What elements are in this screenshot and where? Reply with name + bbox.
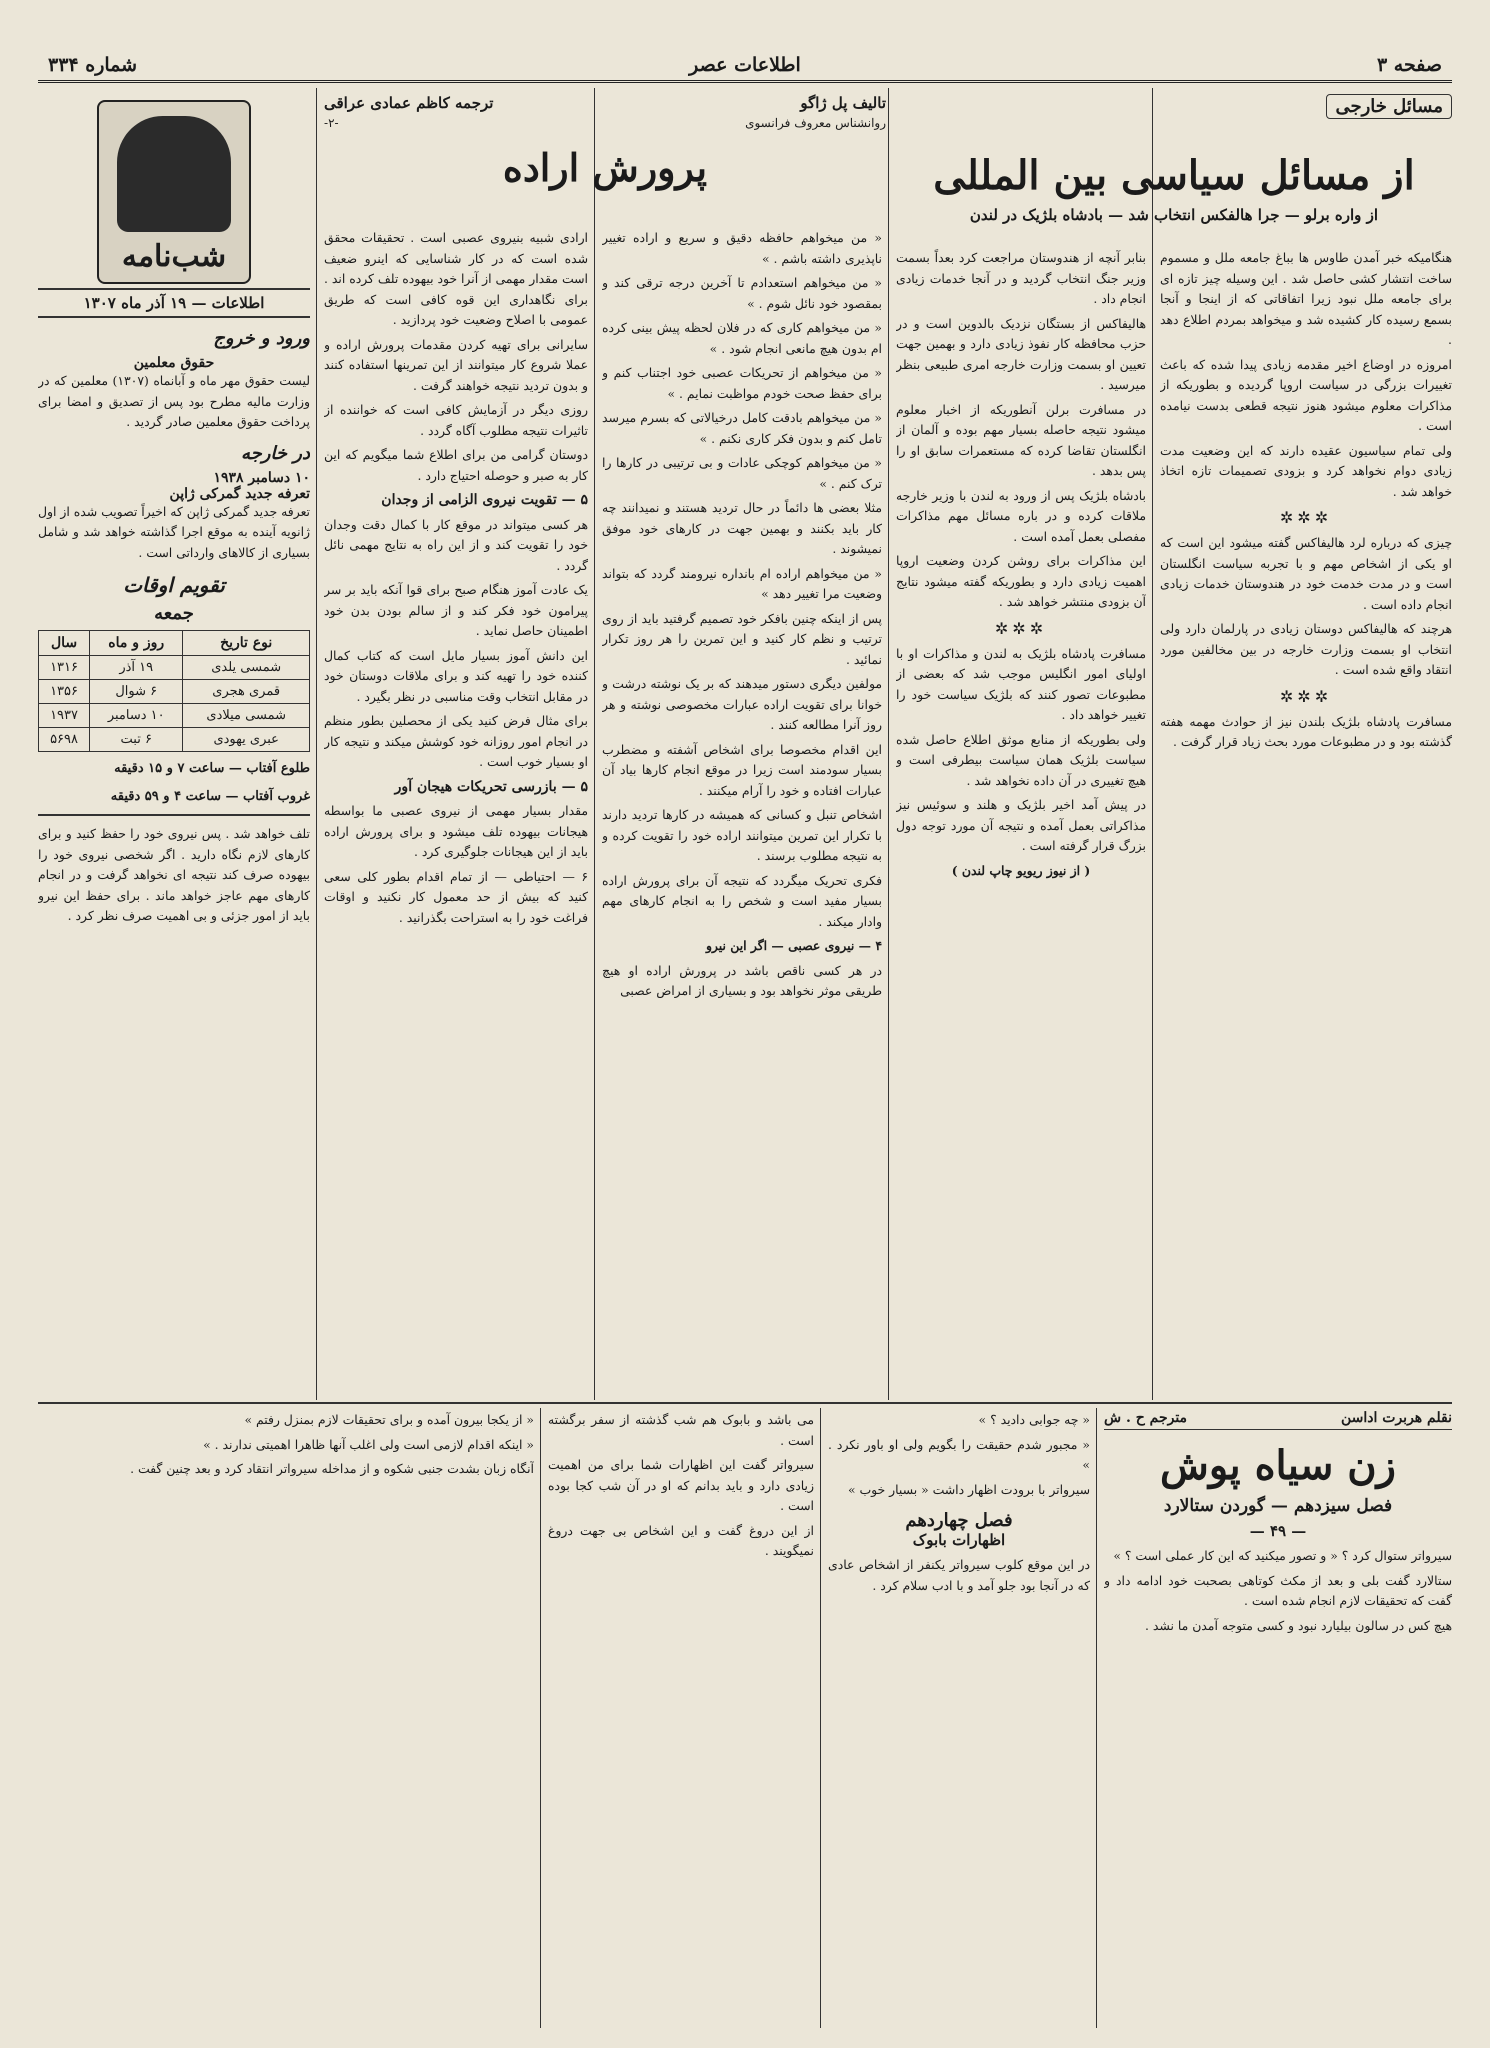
paragraph: این مذاکرات برای روشن کردن وضعیت اروپا اهمیت زیادی دارد و بطوریکه گفته میشود نتایج آن بزودی منتشر خواهد شد . (896, 553, 1146, 609)
paragraph: مسافرت پادشاه بلژیک به لندن و مذاکرات او با اولیای امور انگلیس موجب شد که بعضی از مطبوعات تصور کنند که بلژیک سیاست خود را تغییر خواهد داد . (896, 645, 1146, 722)
news-text: لیست حقوق مهر ماه و آبانماه (۱۳۰۷) معلمین که در وزارت مالیه مطرح بود پس از تصدیق و امضا برای پرداخت حقوق معلمین صادر گردید . (38, 373, 310, 429)
column-rule (1152, 88, 1153, 1400)
paragraph: در پیش آمد اخیر بلژیک و هلند و سوئیس نیز مذاکراتی بعمل آمده و نتیجه آن مورد توجه دول بزرگ قرار گرفته است . (896, 797, 1146, 853)
column-rule (540, 1408, 541, 2028)
logo-wordmark: شب‌نامه (121, 239, 227, 274)
table-header-row (39, 631, 310, 656)
paragraph: مولفین دیگری دستور میدهند که بر یک نوشته درشت و خوانا برای تقویت اراده عبارات مخصوصی نوشته و هر روز آنرا مطالعه کنند . (602, 676, 882, 732)
chapter-title: فصل چهاردهم (905, 1510, 1013, 1531)
paragraph: « من میخواهم استعدادم تا آخرین درجه ترقی کند و بمقصود خود نائل شوم . » (602, 275, 882, 311)
paragraph: پس از اینکه چنین بافکر خود تصمیم گرفتید باید از روی ترتیب و نظم کار کنید و این تمرین را هر روز تکرار نمائید . (602, 610, 882, 667)
will-article-header (324, 94, 886, 224)
table-row (39, 656, 310, 680)
column-rule (316, 88, 317, 1400)
column-rule (888, 88, 889, 1400)
paragraph: هر کسی میتواند در موقع کار با کمال دقت وجدان خود را تقویت کند و از این راه به نتایج مهمی نائل گردد . (324, 516, 588, 573)
news-heading: تعرفه جدید گمرکی ژاپن (169, 485, 310, 502)
paragraph: فکری تحریک میگردد که نتیجه آن برای پرورش اراده بسیار مفید است و شخص را به انجام کارهای مهم وادار میکند . (602, 872, 882, 929)
logo-figure-icon (117, 116, 231, 232)
paragraph: روزی دیگر در آزمایش کافی است که خواننده از تاثیرات نتیجه مطلوب آگاه گردد . (324, 402, 588, 438)
section-heading: ۵ — بازرسی تحریکات هیجان آور (394, 778, 588, 795)
paragraph: بنابر آنچه از هندوستان مراجعت کرد بعداً بسمت وزیر جنگ انتخاب گردید و در آنجا خدمات زیادی انجام داد . (896, 250, 1146, 306)
serial-part: — ۴۹ — (1249, 1522, 1307, 1540)
column-rule (1096, 1408, 1097, 2028)
table-cell: شمسی یلدی (183, 656, 310, 680)
serial-chapter: فصل سیزدهم — گوردن ستالارد (1163, 1496, 1393, 1516)
paragraph: در این موقع کلوب سیرواتر یکنفر از اشخاص عادی که در آنجا بود جلو آمد و با ادب سلام کرد . (828, 1557, 1090, 1593)
paragraph: بادشاه بلژیک پس از ورود به لندن با وزیر خارجه ملاقات کرده و در باره مسائل مهم مذاکرات مفصلی بعمل آمده است . (896, 487, 1146, 544)
will-headline: پرورش اراده (502, 145, 708, 190)
table-row (39, 704, 310, 728)
column-rule (820, 1408, 821, 2028)
table-cell: ۱۳۱۶ (39, 656, 90, 680)
paragraph: هیچ کس در سالون بیلیارد نبود و کسی متوجه آمدن ما نشد . (1145, 1617, 1452, 1633)
paragraph: برای مثال فرض کنید یکی از محصلین بطور منظم در انجام امور روزانه خود کوشش میکند و نتیجه کار او بسیار خوب است . (324, 713, 588, 769)
paragraph: « من میخواهم از تحریکات عصبی خود اجتناب کنم و برای حفظ صحت خودم مواظبت نمایم . » (602, 365, 882, 401)
table-cell: ۵۶۹۸ (39, 728, 90, 752)
separator-stars: ✲✲✲ (1279, 508, 1333, 527)
section-title: در خارجه (240, 442, 310, 464)
paragraph: مقدار بسیار مهمی از نیروی عصبی ما بواسطه هیجانات بیهوده تلف میشود و برای پرورش اراده باید از این هیجانات جلوگیری کرد . (324, 803, 588, 859)
paragraph: می باشد و بابوک هم شب گذشته از سفر برگشته است . (548, 1412, 814, 1448)
serial-title: زن سیاه پوش (1160, 1442, 1396, 1489)
paragraph: سیرواتر با برودت اظهار داشت « بسیار خوب » (847, 1481, 1090, 1497)
article-column-3 (602, 228, 882, 1394)
sub-headline: از واره برلو — جرا هالفکس انتخاب شد — بادشاه بلژیک در لندن (969, 206, 1379, 224)
paragraph: سیرواتر گفت این اظهارات شما برای من اهمیت زیادی دارد و باید بدانم که او در آن شب کجا بوده است . (548, 1457, 814, 1513)
serial-translator: مترجم ح . ش (1104, 1410, 1188, 1426)
separator-stars: ✲✲✲ (994, 618, 1048, 638)
paragraph: « من میخواهم کوچکی عادات و بی ترتیبی در کارها را ترک کنم . » (602, 455, 882, 491)
paragraph: ولی تمام سیاسیون عقیده دارند که این وضعیت مدت زیادی دوام نخواهد کرد و بزودی تصمیمات تازه اتخاذ خواهد شد . (1160, 442, 1452, 499)
paragraph: هالیفاکس از بستگان نزدیک بالدوین است و در حزب محافظه کار نفوذ زیادی دارد و بهمین جهت تعیین او بسمت وزارت خارجه امری طبیعی بنظر میرسید . (896, 315, 1146, 392)
table-cell: عبری یهودی (183, 728, 310, 752)
paragraph: « من میخواهم بادقت کامل درخیالاتی که بسرم میرسد تامل کنم و بدون فکر کاری نکنم . » (602, 410, 882, 446)
paragraph: « من میخواهم کاری که در فلان لحظه پیش بینی کرده ام بدون هیچ مانعی انجام شود . » (602, 320, 882, 356)
paragraph: اشخاص تنبل و کسانی که همیشه در کارها تردید دارند با تکرار این تمرین میتوانند اراده خود را تقویت کرده و به نتیجه مطلوب برسند . (602, 807, 882, 863)
section-title: ورود و خروج (213, 328, 310, 349)
section-logo (97, 100, 251, 284)
paragraph: در مسافرت برلن آنطوریکه از اخبار معلوم میشود نتیجه حاصله بسیار مهم بوده و آلمان از انگلستان تقاضا کرده که مستعمرات سابق او را پس بدهد . (896, 401, 1146, 478)
news-heading: حقوق معلمین (133, 355, 215, 371)
serial-author: نقلم هربرت اداسن (1341, 1410, 1452, 1426)
sunrise-time: طلوع آفتاب — ساعت ۷ و ۱۵ دقیقه (114, 761, 310, 776)
paragraph: امروزه در اوضاع اخیر مقدمه زیادی پیدا شده که باعث تغییرات بزرگی در سیاست اروپا گردیده و بطوریکه از مذاکرات معلوم میشود هنوز نتیجه قطعی بدست نیامده است . (1160, 356, 1452, 433)
day-name: جمعه (154, 603, 194, 624)
table-cell: قمری هجری (183, 680, 310, 704)
author-credit: تالیف پل ژاگو (800, 94, 886, 112)
paragraph: سیرواتر ستوال کرد ؟ « و تصور میکنید که این کار عملی است ؟ » (1113, 1548, 1452, 1563)
paragraph: « چه جوابی دادید ؟ » (978, 1412, 1090, 1427)
table-cell: ۶ شوال (90, 680, 183, 704)
date-line: اطلاعات — ۱۹ آذر ماه ۱۳۰۷ (38, 288, 310, 318)
table-cell: ۶ تبت (90, 728, 183, 752)
paragraph: « از یکجا بیرون آمده و برای تحقیقات لازم بمنزل رفتم » (244, 1412, 534, 1427)
article-column-1 (1160, 248, 1452, 1394)
calendar-table (38, 630, 310, 752)
paragraph: ستالارد گفت بلی و بعد از مکث کوتاهی بصحبت خود ادامه داد و گفت که تحقیقات لازم انجام شده است . (1104, 1572, 1452, 1608)
sunset-time: غروب آفتاب — ساعت ۴ و ۵۹ دقیقه (38, 786, 310, 816)
column-header: روز و ماه (90, 631, 183, 656)
paragraph: این اقدام مخصوصا برای اشخاص آشفته و مضطرب بسیار سودمند است زیرا در موقع انجام کارها بیاد آن عبارات افتاده و خود را آرام میکنند . (602, 741, 882, 798)
table-cell: ۱۰ دسامبر (90, 704, 183, 728)
table-row (39, 680, 310, 704)
chapter-subtitle: اظهارات بابوک (912, 1531, 1006, 1549)
paragraph: « مجبور شدم حقیقت را بگویم ولی او باور نکرد . » (828, 1436, 1090, 1472)
paragraph: این دانش آموز بسیار مایل است که کتاب کمال کننده خود را تهیه کند و برای ملاقات دوستان خود در مقابل انتخاب وقت مناسبی در نظر بگیرد . (324, 647, 588, 704)
paper-name: اطلاعات عصر (689, 54, 801, 76)
serial-column-3 (548, 1410, 814, 2030)
paragraph: ولی بطوریکه از منابع موثق اطلاع حاصل شده سیاست بلژیک همان سیاست بیطرفی است و هیچ تغییری در آن داده نخواهد شد . (896, 731, 1146, 788)
column-rule (594, 88, 595, 1400)
news-text: تعرفه جدید گمرکی ژاپن که اخیراً تصویب شده از اول ژانویه آینده به موقع اجرا گذاشته خواهد شد و شامل بسیاری از کالاهای وارداتی است . (38, 503, 310, 560)
table-cell: ۱۹۳۷ (39, 704, 90, 728)
paragraph: ۶ — احتیاطی — از تمام اقدام بطور کلی سعی کنید که بیش از حد معمول کار نکنید و اوقات فراغت خود را به استراحت بگذرانید . (324, 868, 588, 925)
section-heading: ۴ — نیروی عصبی — اگر این نیرو (705, 938, 882, 953)
page-number: صفحه ۳ (1376, 54, 1442, 76)
section-label: مسائل خارجی (1326, 94, 1452, 119)
paragraph: ارادی شبیه بنیروی عصبی است . تحقیقات محقق شده است که در کار شناسایی که اینرو ضعیف است مقدار مهمی از آنرا خود بیهوده تلف کرده اند . برای نگاهداری این قوه کافی است که طریق عمومی با اصلاح وضعیت خود پردازید . (324, 230, 588, 327)
section-divider (38, 1402, 1452, 1404)
part-number: -۲- (324, 116, 339, 130)
serial-column-2 (828, 1410, 1090, 2030)
paragraph: دوستان گرامی من برای اطلاع شما میگویم که این کار به صبر و حوصله احتیاج دارد . (324, 447, 588, 483)
section-heading: ۵ — تقویت نیروی الزامی از وجدان (381, 492, 588, 508)
paragraph: از این دروغ گفت و این اشخاص بی جهت دروغ نمیگویند . (548, 1522, 814, 1558)
headline-block (896, 150, 1452, 240)
table-cell: شمسی میلادی (183, 704, 310, 728)
translator-credit: ترجمه کاظم عمادی عراقی (324, 94, 494, 112)
news-date: ۱۰ دسامبر ۱۹۳۸ (213, 469, 310, 486)
table-cell: ۱۹ آذر (90, 656, 183, 680)
main-headline: از مسائل سیاسی بین المللی (933, 152, 1415, 199)
article-column-4 (324, 228, 588, 1394)
paragraph: هنگامیکه خبر آمدن طاوس ها بباغ جامعه ملل و مسموم ساخت انتشار کشی حاصل شد . این وسیله چیز تازه ای برای جامعه ملل نبود زیرا اتفاقاتی که از اینجا و آنجا بسمع رسیده کار کشیده شد و میخواهد بمردم اطلاع دهد . (1160, 250, 1452, 347)
paragraph: در هر کسی ناقص باشد در پرورش اراده او هیچ طریقی موثر نخواهد بود و بسیاری از امراض عصبی (602, 962, 882, 998)
column-header: نوع تاریخ (183, 631, 310, 656)
table-cell: ۱۳۵۶ (39, 680, 90, 704)
paragraph: سایرانی برای تهیه کردن مقدمات پرورش اراده و عملا شروع کار میتوانند از این تمرینها استفاده کنند و بدون تردید نتیجه خواهند گرفت . (324, 336, 588, 393)
source-note: ( از نیوز ریویو چاپ لندن ) (951, 862, 1091, 878)
paragraph: مثلا بعضی ها دائماً در حال تردید هستند و نمیدانند چه کار باید بکنند و بهمین جهت در کارهای خود موفق نمیشوند . (602, 500, 882, 556)
article-column-2 (896, 248, 1146, 1394)
continuation-text: تلف خواهد شد . پس نیروی خود را حفظ کنید و برای کارهای لازم نگاه دارید . اگر شخصی نیروی خود را بیهوده صرف کند نتیجه ای نخواهد گرفت و در انجام کارهای مهم عاجز خواهد ماند . برای حفظ این نیرو باید از امور جزئی و بی اهمیت صرف نظر کرد . (38, 826, 310, 923)
calendar-title: تقویم اوقات (123, 573, 225, 597)
news-column (38, 94, 310, 1394)
paragraph: هرچند که هالیفاکس دوستان زیادی در پارلمان دارد ولی انتخاب او بسمت وزارت خارجه در بین مخالفین مورد انتقاد واقع شده است . (1160, 621, 1452, 677)
masthead (38, 54, 1452, 83)
paragraph: یک عادت آموز هنگام صبح برای قوا آنکه باید بر سر پیرامون خود فکر کند و از سالم بودن بدن خود اطمینان حاصل نماید . (324, 582, 588, 638)
paragraph: « من میخواهم اراده ام بانداره نیرومند گردد که بتواند وضعیت مرا تغییر دهد » (602, 565, 882, 601)
paragraph: « اینکه اقدام لازمی است ولی اغلب آنها ظاهرا اهمیتی ندارند . » (203, 1436, 534, 1452)
serial-column-4 (38, 1410, 534, 2030)
paragraph: چیزی که درباره لرد هالیفاکس گفته میشود این است که او یکی از اشخاص مهم و با تجربه سیاست انگلستان است و در مدت خدمت خود در هندوستان خدمات زیادی انجام داده است . (1160, 535, 1452, 612)
serial-story-column (1104, 1410, 1452, 2030)
author-subtitle: روانشناس معروف فرانسوی (745, 116, 886, 130)
table-row (39, 728, 310, 752)
issue-number: شماره ۳۳۴ (48, 54, 138, 76)
paragraph: آنگاه زبان بشدت جنبی شکوه و از مداخله سیرواتر انتقاد کرد و بعد چنین گفت . (130, 1461, 534, 1476)
separator-stars: ✲✲✲ (1279, 686, 1333, 706)
column-header: سال (39, 631, 90, 656)
paragraph: « من میخواهم حافظه دقیق و سریع و اراده تغییر ناپذیری داشته باشم . » (602, 230, 882, 266)
paragraph: مسافرت پادشاه بلژیک بلندن نیز از حوادث مهمه هفته گذشته بود و در مطبوعات مورد بحث زیاد قرار گرفت . (1160, 713, 1452, 749)
